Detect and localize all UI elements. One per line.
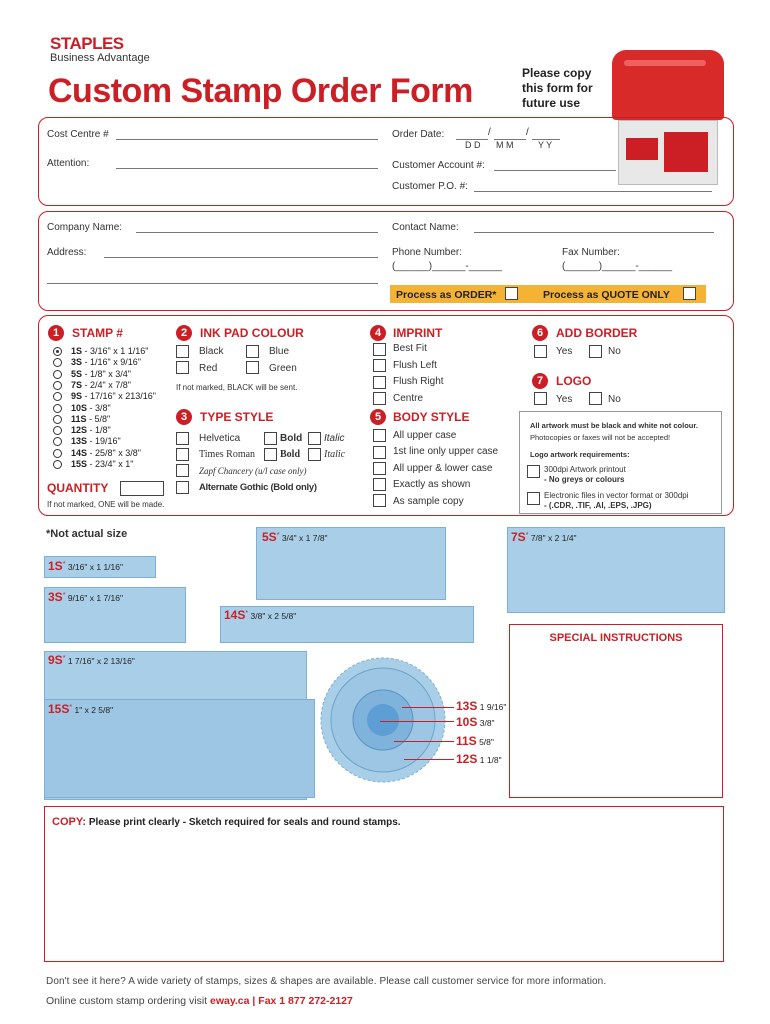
dd-hint: D D — [465, 140, 481, 150]
logo-electronic-label: Electronic files in vector format or 300dpi — [544, 491, 689, 500]
brand-sub: Business Advantage — [50, 52, 150, 64]
yy-hint: Y Y — [538, 140, 553, 150]
section-number-1: 1 — [48, 325, 64, 341]
customer-account-field[interactable] — [494, 170, 616, 171]
logo-electronic-sub: - (.CDR, .TIF, .AI, .EPS, .JPG) — [544, 501, 652, 510]
sample-7s-label: 7S* 7/8" x 2 1/4" — [511, 530, 577, 544]
sample-15s-label: 15S* 1" x 2 5/8" — [48, 702, 114, 716]
stamp-section-title: STAMP # — [72, 326, 123, 340]
footer-site-link[interactable]: eway.ca — [209, 995, 250, 1007]
attention-field[interactable] — [116, 168, 378, 169]
stamp-size-label: 14S - 25/8" x 3/8" — [71, 447, 141, 458]
logo-section-title: LOGO — [556, 374, 592, 388]
pointer-10s — [380, 721, 454, 722]
quantity-note: If not marked, ONE will be made. — [47, 500, 165, 509]
stamp-size-label: 10S - 3/8" — [71, 402, 111, 413]
times-bold-label: Bold — [280, 449, 301, 460]
stamp-size-radio[interactable] — [53, 347, 62, 356]
stamp-size-label: 1S - 3/16" x 1 1/16" — [71, 346, 149, 356]
company-name-field[interactable] — [136, 232, 378, 233]
body-upper-lower-checkbox[interactable] — [373, 462, 386, 475]
copy-box[interactable] — [44, 806, 724, 962]
order-date-label: Order Date: — [392, 129, 445, 140]
brand-name: STAPLES — [50, 34, 124, 53]
copy-instructions — [52, 816, 401, 828]
contact-name-label: Contact Name: — [392, 222, 459, 233]
logo-photocopy-note: Photocopies or faxes will not be accepted! — [530, 433, 671, 442]
border-yes-label: Yes — [556, 346, 573, 357]
date-sep: / — [526, 127, 529, 138]
mm-hint: M M — [496, 140, 514, 150]
body-upper-lower-label: All upper & lower case — [393, 463, 493, 474]
fax-field[interactable]: (______)______-______ — [562, 261, 673, 272]
times-label: Times Roman — [199, 449, 256, 460]
sample-14s-label: 14S* 3/8" x 2 5/8" — [224, 608, 297, 622]
stamp-size-label: 15S - 23/4" x 1" — [71, 459, 134, 469]
ink-green-checkbox[interactable] — [246, 361, 259, 374]
logo-requirements-title: Logo artwork requirements: — [530, 450, 630, 459]
logo-printout-sub: - No greys or colours — [544, 475, 625, 484]
quantity-title: QUANTITY — [47, 481, 109, 495]
customer-po-field[interactable] — [474, 191, 712, 192]
body-first-line-label: 1st line only upper case — [393, 446, 499, 457]
footer-separator: | — [249, 995, 259, 1007]
phone-field[interactable]: (______)______-______ — [392, 261, 503, 272]
stamp-size-radio[interactable] — [53, 449, 62, 458]
ink-green-label: Green — [269, 363, 297, 374]
logo-printout-label: 300dpi Artwork printout — [544, 465, 626, 474]
border-no-checkbox[interactable] — [589, 345, 602, 358]
cost-centre-label: Cost Centre # — [47, 129, 109, 140]
stamp-size-radio[interactable] — [53, 460, 62, 469]
fax-label: Fax Number: — [562, 247, 620, 258]
body-exact-checkbox[interactable] — [373, 478, 386, 491]
imprint-best-fit-checkbox[interactable] — [373, 343, 386, 356]
ink-red-checkbox[interactable] — [176, 361, 189, 374]
border-no-label: No — [608, 346, 621, 357]
ink-black-checkbox[interactable] — [176, 345, 189, 358]
imprint-flush-right-label: Flush Right — [393, 376, 444, 387]
body-all-upper-checkbox[interactable] — [373, 429, 386, 442]
type-section-title: TYPE STYLE — [200, 410, 274, 424]
imprint-section-title: IMPRINT — [393, 326, 443, 340]
border-yes-checkbox[interactable] — [534, 345, 547, 358]
stamp-size-label: 7S - 2/4" x 7/8" — [71, 379, 131, 390]
stamp-size-label: 3S - 1/16" x 9/16" — [71, 357, 141, 368]
logo-no-checkbox[interactable] — [589, 392, 602, 405]
ink-red-label: Red — [199, 363, 218, 374]
sample-1s-label: 1S* 3/16" x 1 1/16" — [48, 559, 124, 573]
brand-logo — [50, 34, 150, 64]
footer-line-1: Don't see it here? A wide variety of stamps, sizes & shapes are available. Please call customer service for more information. — [46, 976, 607, 987]
stamp-size-radio[interactable] — [53, 370, 62, 379]
ink-blue-label: Blue — [269, 346, 290, 357]
body-sample-checkbox[interactable] — [373, 494, 386, 507]
stamp-size-radio[interactable] — [53, 381, 62, 390]
border-section-title: ADD BORDER — [556, 326, 638, 340]
attention-label: Attention: — [47, 158, 90, 169]
imprint-centre-checkbox[interactable] — [373, 392, 386, 405]
page-title: Custom Stamp Order Form — [48, 72, 473, 110]
section-number-5: 5 — [370, 409, 386, 425]
gothic-checkbox[interactable] — [176, 481, 189, 494]
helvetica-bold-checkbox[interactable] — [264, 432, 277, 445]
footer-fax: Fax 1 877 272-2127 — [258, 995, 353, 1007]
gothic-label: Alternate Gothic (Bold only) — [199, 482, 317, 493]
logo-no-label: No — [608, 394, 621, 405]
stamp-size-label: 13S - 19/16" — [71, 436, 121, 447]
copy-note: Please copy this form for future use — [522, 66, 593, 110]
helvetica-label: Helvetica — [199, 433, 241, 444]
section-number-6: 6 — [532, 325, 548, 341]
stamp-size-label: 9S - 17/16" x 213/16" — [71, 391, 156, 402]
stamp-size-label: 11S - 5/8" — [71, 413, 111, 424]
process-quote-label: Process as QUOTE ONLY — [543, 289, 670, 301]
times-italic-label: Italic — [324, 449, 346, 460]
contact-name-field[interactable] — [474, 232, 714, 233]
address-label: Address: — [47, 247, 87, 258]
imprint-flush-left-checkbox[interactable] — [373, 359, 386, 372]
address-field-2[interactable] — [47, 283, 378, 284]
section-number-2: 2 — [176, 325, 192, 341]
logo-electronic-checkbox[interactable] — [527, 492, 540, 505]
logo-yes-checkbox[interactable] — [534, 392, 547, 405]
date-sep: / — [488, 127, 491, 138]
copy-text: Please print clearly - Sketch required for seals and round stamps. — [88, 817, 401, 828]
logo-printout-checkbox[interactable] — [527, 465, 540, 478]
sample-5s-label: 5S* 3/4" x 1 7/8" — [262, 530, 328, 544]
ink-note: If not marked, BLACK will be sent. — [176, 383, 298, 392]
zapf-checkbox[interactable] — [176, 464, 189, 477]
customer-po-label: Customer P.O. #: — [392, 181, 468, 192]
account-box — [38, 117, 734, 206]
helvetica-checkbox[interactable] — [176, 432, 189, 445]
imprint-centre-label: Centre — [393, 393, 424, 404]
section-number-7: 7 — [532, 373, 548, 389]
sample-3s-label: 3S* 9/16" x 1 7/16" — [48, 590, 124, 604]
logo-bw-note: All artwork must be black and white not colour. — [530, 421, 698, 430]
round-11s-label: 11S 5/8" — [456, 734, 494, 748]
zapf-label: Zapf Chancery (u/l case only) — [199, 466, 307, 476]
section-number-3: 3 — [176, 409, 192, 425]
imprint-flush-right-checkbox[interactable] — [373, 376, 386, 389]
round-sample-10s — [367, 704, 399, 736]
helvetica-italic-checkbox[interactable] — [308, 432, 321, 445]
body-section-title: BODY STYLE — [393, 410, 470, 424]
ink-black-label: Black — [199, 346, 224, 357]
footer-online-text: Online custom stamp ordering visit — [46, 995, 210, 1007]
body-first-line-checkbox[interactable] — [373, 446, 386, 459]
section-number-4: 4 — [370, 325, 386, 341]
stamp-size-label: 5S - 1/8" x 3/4" — [71, 368, 131, 379]
round-13s-label: 13S 1 9/16" — [456, 699, 507, 713]
ink-blue-checkbox[interactable] — [246, 345, 259, 358]
times-italic-checkbox[interactable] — [308, 448, 321, 461]
stamp-size-label: 12S - 1/8" — [71, 425, 111, 436]
times-checkbox[interactable] — [176, 448, 189, 461]
cost-centre-field[interactable] — [116, 139, 378, 140]
pointer-13s — [402, 707, 454, 708]
not-actual-size-note: *Not actual size — [46, 528, 128, 540]
stamp-size-radio[interactable] — [53, 404, 62, 413]
body-all-upper-label: All upper case — [393, 430, 457, 441]
helvetica-bold-label: Bold — [280, 433, 303, 444]
helvetica-italic-label: Italic — [324, 433, 345, 444]
ink-section-title: INK PAD COLOUR — [200, 326, 304, 340]
times-bold-checkbox[interactable] — [264, 448, 277, 461]
pointer-12s — [404, 759, 454, 760]
special-instructions-box[interactable] — [509, 624, 723, 798]
process-order-checkbox[interactable] — [505, 287, 518, 300]
special-instructions-title: SPECIAL INSTRUCTIONS — [549, 632, 683, 644]
address-field-1[interactable] — [104, 257, 378, 258]
body-sample-label: As sample copy — [393, 496, 464, 507]
customer-account-label: Customer Account #: — [392, 160, 485, 171]
company-name-label: Company Name: — [47, 222, 123, 233]
stamp-size-radio[interactable] — [53, 415, 62, 424]
logo-yes-label: Yes — [556, 394, 573, 405]
imprint-best-fit-label: Best Fit — [393, 343, 427, 354]
round-12s-label: 12S 1 1/8" — [456, 752, 502, 766]
process-quote-checkbox[interactable] — [683, 287, 696, 300]
copy-label: COPY: — [52, 816, 87, 828]
imprint-flush-left-label: Flush Left — [393, 360, 437, 371]
phone-label: Phone Number: — [392, 247, 463, 258]
round-10s-label: 10S 3/8" — [456, 715, 495, 729]
pointer-11s — [394, 741, 454, 742]
footer-line-2 — [46, 995, 353, 1007]
quantity-field[interactable] — [120, 481, 164, 496]
process-order-label: Process as ORDER* — [396, 289, 497, 301]
sample-9s-label: 9S* 1 7/16" x 2 13/16" — [48, 653, 135, 667]
round-stamp-samples — [318, 655, 448, 785]
body-exact-label: Exactly as shown — [393, 479, 471, 490]
